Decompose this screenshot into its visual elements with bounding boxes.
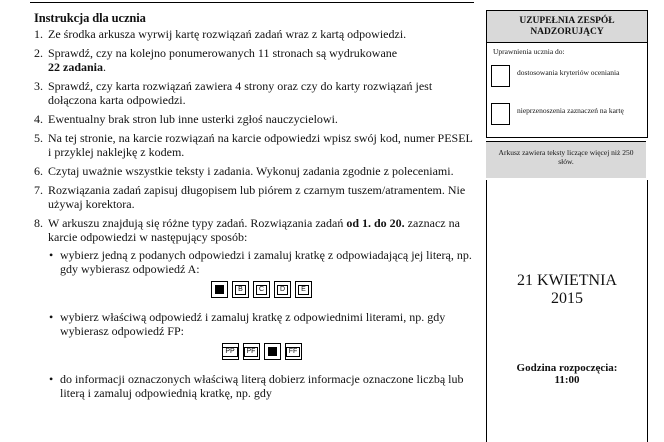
instruction-item: 6. Czytaj uważnie wszystkie teksty i zadania. Wykonuj zadania zgodnie z poleceniami. — [34, 164, 454, 178]
instruction-item: 1. Ze środka arkusza wyrwij kartę rozwiązań zadań wraz z kartą odpowiedzi. — [34, 27, 407, 41]
answer-method-list — [48, 248, 475, 400]
long-text-note: Arkusz zawiera teksty liczące więcej niż 250 słów. — [498, 148, 634, 166]
checkbox-no-transfer[interactable] — [491, 103, 510, 125]
panel-border-left — [486, 180, 487, 442]
answer-method-item: • wybierz jedną z podanych odpowiedzi i zamaluj kratkę z odpowiadającą jej literą, np. gdy wybierasz odpowiedź A: B C D E — [48, 248, 475, 298]
top-rule — [30, 2, 474, 3]
start-time: Godzina rozpoczęcia: 11:00 — [516, 362, 618, 386]
checkbox-adjusted-criteria[interactable] — [491, 65, 510, 87]
proctor-heading: UZUPEŁNIA ZESPÓŁ NADZORUJĄCY — [487, 11, 647, 43]
long-text-note-box — [486, 141, 646, 178]
panel-border-right — [647, 180, 648, 442]
answer-box: PP — [222, 343, 239, 360]
answer-box: C — [253, 281, 270, 298]
bullet-icon: • — [49, 310, 54, 324]
instruction-item: 5. Na tej stronie, na karcie rozwiązań na karcie odpowiedzi wpisz swój kod, numer PESEL i przyklej naklejkę z kodem. — [34, 131, 473, 159]
instruction-item: 3. Sprawdź, czy karta rozwiązań zawiera 4 strony oraz czy do karty rozwiązań jest dołączona karta odpowiedzi. — [34, 79, 433, 107]
instructions-panel — [30, 0, 475, 442]
example-boxes-abcde — [48, 281, 475, 298]
answer-method-item: • do informacji oznaczonych właściwą literą dobierz informacje oznaczone liczbą lub literą i zamaluj odpowiednią kratkę, np. gdy — [49, 372, 464, 400]
answer-box: E — [295, 281, 312, 298]
example-boxes-pf — [48, 343, 475, 360]
answer-box: PF — [243, 343, 260, 360]
answer-box-filled — [264, 343, 281, 360]
proctor-panel — [486, 0, 648, 442]
instructions-title: Instrukcja dla ucznia — [34, 11, 146, 25]
answer-box-filled — [211, 281, 228, 298]
bullet-icon: • — [49, 372, 54, 386]
bullet-icon: • — [49, 248, 54, 262]
instructions-list — [30, 27, 475, 405]
checkbox-label-criteria: dostosowania kryteriów oceniania — [517, 68, 620, 77]
instruction-item: 8. W arkuszu znajdują się różne typy zadań. Rozwiązania zadań od 1. do 20. zaznacz na karcie odpowiedzi w następujący sposób: • wybierz jedną z podanych odpowiedzi i zamaluj kratkę z odpowiadającą jej literą, np. gdy wybierasz odpowiedź A: B C D E • wybierz właściwą odpowiedź i zamaluj kratkę z odpowiednimi literami, np. gdy wybierasz odpowiedź FP: PP PF FF • do informacji oznaczonych właściwą literą dobierz informacje oznaczone liczbą lub literą i zamaluj odpowiednią kratkę, np. gdy — [30, 216, 475, 400]
answer-method-item: • wybierz właściwą odpowiedź i zamaluj kratkę z odpowiednimi literami, np. gdy wybierasz odpowiedź FP: PP PF FF — [48, 310, 475, 360]
checkbox-label-transfer: nieprzenoszenia zaznaczeń na kartę — [517, 106, 624, 115]
instruction-item: 2. Sprawdź, czy na kolejno ponumerowanych 11 stronach są wydrukowane 22 zadania. — [34, 46, 398, 74]
answer-box: B — [232, 281, 249, 298]
permissions-label: Uprawnienia ucznia do: — [493, 47, 565, 56]
answer-box: D — [274, 281, 291, 298]
instruction-item: 7. Rozwiązania zadań zapisuj długopisem lub piórem z czarnym tuszem/atramentem. Nie używaj korektora. — [34, 183, 466, 211]
instruction-item: 4. Ewentualny brak stron lub inne usterki zgłoś nauczycielowi. — [34, 112, 338, 126]
exam-date: 21 KWIETNIA 2015 — [517, 272, 617, 307]
answer-box: FF — [285, 343, 302, 360]
proctor-box — [486, 10, 648, 138]
